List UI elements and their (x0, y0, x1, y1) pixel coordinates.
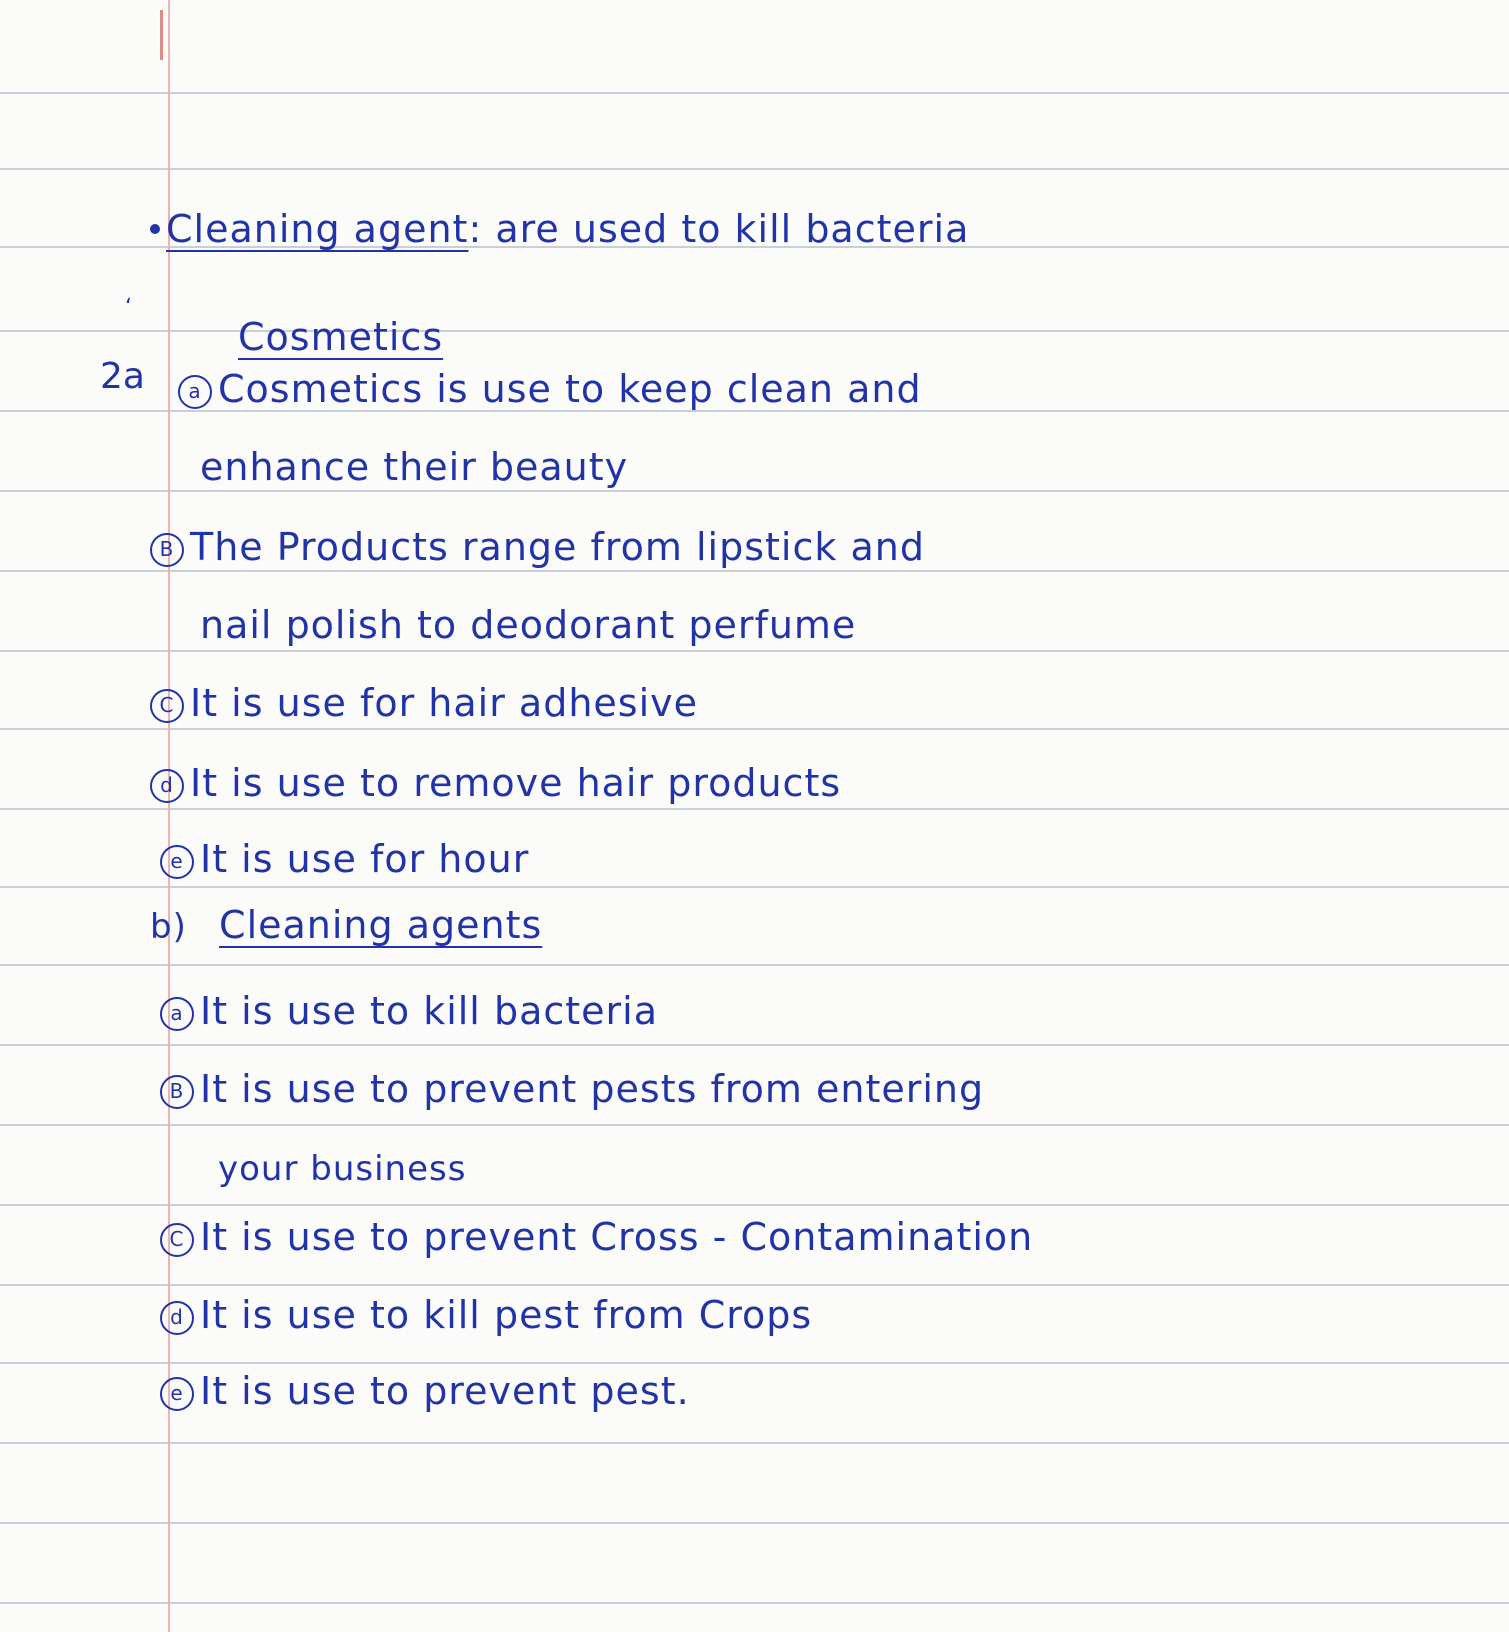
ruled-line (0, 1602, 1509, 1604)
item-text: It is use to remove hair products (190, 761, 842, 805)
item-b1 (160, 989, 658, 1033)
ruled-line (0, 570, 1509, 572)
ruled-line (0, 886, 1509, 888)
section-a-heading: Cosmetics (238, 315, 444, 359)
item-marker: B (150, 533, 184, 567)
item-marker: e (160, 1377, 194, 1411)
item-a3 (150, 681, 699, 725)
item-text: It is use for hair adhesive (190, 681, 699, 725)
ruled-line (0, 1124, 1509, 1126)
item-marker: a (178, 375, 212, 409)
section-b-label: b) (150, 907, 187, 947)
item-a1-continued: enhance their beauty (200, 445, 629, 489)
ruled-line (0, 168, 1509, 170)
item-b3 (160, 1215, 1034, 1259)
margin-mark (160, 10, 163, 60)
section-b-heading: b) Cleaning agents (150, 903, 543, 947)
item-text: It is use to prevent pest. (200, 1369, 690, 1413)
ruled-line (0, 728, 1509, 730)
ruled-line (0, 1362, 1509, 1364)
definition-term: Cleaning agent (166, 207, 469, 251)
item-marker: a (160, 997, 194, 1031)
item-text: Cosmetics is use to keep clean and (218, 367, 922, 411)
bullet-dot (150, 224, 160, 234)
ruled-line (0, 1442, 1509, 1444)
item-marker: e (160, 845, 194, 879)
item-text: It is use for hour (200, 837, 530, 881)
item-text: It is use to prevent Cross - Contamination (200, 1215, 1034, 1259)
ruled-line (0, 650, 1509, 652)
definition-line (150, 207, 970, 251)
ruled-line (0, 1522, 1509, 1524)
item-marker: d (150, 769, 184, 803)
item-a1 (178, 367, 922, 411)
item-b5 (160, 1369, 690, 1413)
item-text: The Products range from lipstick and (190, 525, 925, 569)
ruled-line (0, 964, 1509, 966)
item-a5 (160, 837, 530, 881)
item-a2-continued: nail polish to deodorant perfume (200, 603, 857, 647)
item-marker: d (160, 1301, 194, 1335)
ruled-line (0, 1204, 1509, 1206)
item-marker: B (160, 1075, 194, 1109)
item-text: It is use to prevent pests from entering (200, 1067, 985, 1111)
ruled-line (0, 490, 1509, 492)
item-text: It is use to kill bacteria (200, 989, 658, 1033)
item-a2 (150, 525, 925, 569)
ruled-line (0, 1044, 1509, 1046)
definition-text: : are used to kill bacteria (468, 207, 970, 251)
item-a4 (150, 761, 842, 805)
item-b2-continued: your business (218, 1149, 467, 1189)
ruled-line (0, 92, 1509, 94)
ruled-line (0, 330, 1509, 332)
item-marker: C (160, 1223, 194, 1257)
item-b2 (160, 1067, 985, 1111)
question-number: 2a (100, 356, 145, 397)
item-marker: C (150, 689, 184, 723)
item-b4 (160, 1293, 813, 1337)
item-text: It is use to kill pest from Crops (200, 1293, 813, 1337)
ruled-line (0, 1284, 1509, 1286)
ruled-line (0, 808, 1509, 810)
tick-mark: ʻ (125, 295, 132, 320)
